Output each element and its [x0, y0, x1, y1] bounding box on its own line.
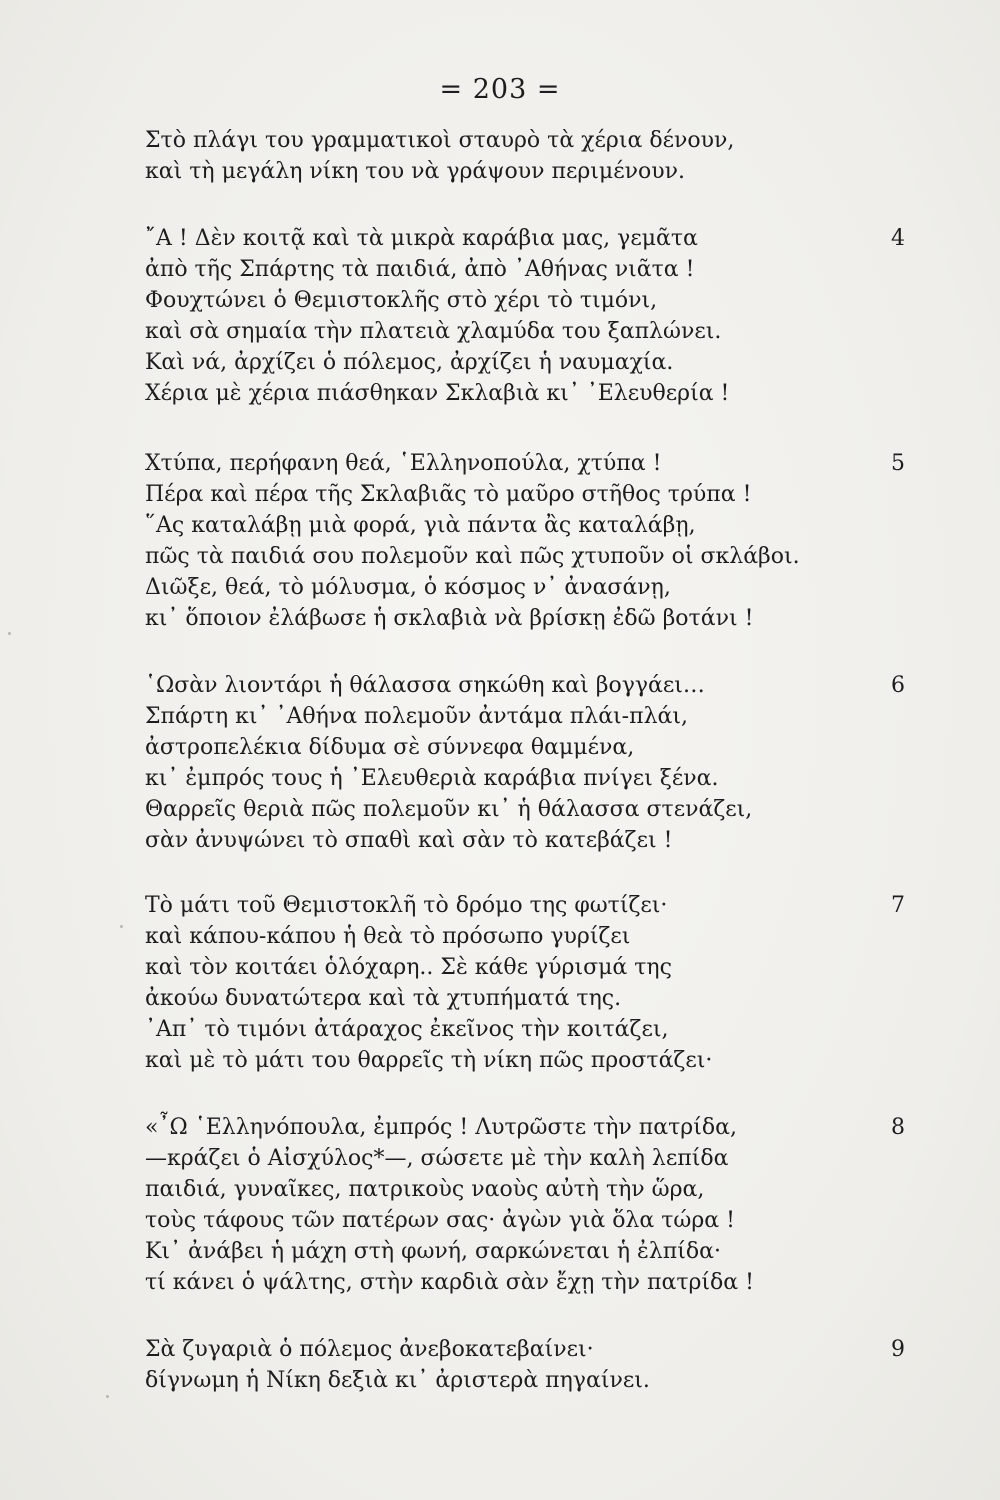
paper-speck [8, 632, 11, 635]
verse-line: παιδιά, γυναῖκες, πατρικοὺς ναοὺς αὐτὴ τὴν ὥρα, [145, 1177, 705, 1202]
stanza-5 [145, 448, 905, 634]
verse-line: καὶ τὸν κοιτάει ὁλόχαρη.. Σὲ κάθε γύρισμά της [145, 955, 672, 980]
verse-line: Θαρρεῖς θεριὰ πῶς πολεμοῦν κι᾽ ἡ θάλασσα στενάζει, [145, 797, 753, 822]
verse-line: Χτύπα, περήφανη θεά, ῾Ελληνοπούλα, χτύπα ! [145, 451, 662, 476]
verse-line: Τὸ μάτι τοῦ Θεμιστοκλῆ τὸ δρόμο της φωτίζει· [145, 893, 668, 918]
verse-line: δίγνωμη ἡ Νίκη δεξιὰ κι᾽ ἀριστερὰ πηγαίνει. [145, 1368, 650, 1393]
verse-line: —κράζει ὁ Αἰσχύλος*—, σώσετε μὲ τὴν καλὴ λεπίδα [145, 1146, 729, 1171]
verse-line: ἀκούω δυνατώτερα καὶ τὰ χτυπήματά της. [145, 986, 622, 1011]
verse-line: πῶς τὰ παιδιά σου πολεμοῦν καὶ πῶς χτυποῦν οἱ σκλάβοι. [145, 544, 800, 569]
stanza-number: 4 [891, 226, 905, 251]
verse-line: καὶ σὰ σημαία τὴν πλατειὰ χλαμύδα του ξαπλώνει. [145, 319, 722, 344]
verse-line: κι᾽ ὅποιον ἐλάβωσε ἡ σκλαβιὰ νὰ βρίσκῃ ἐδῶ βοτάνι ! [145, 606, 754, 631]
verse-line: καὶ κάπου-κάπου ἡ θεὰ τὸ πρόσωπο γυρίζει [145, 924, 631, 949]
stanza-6 [145, 670, 905, 856]
verse-line: ἀστροπελέκια δίδυμα σὲ σύννεφα θαμμένα, [145, 735, 635, 760]
verse-line: κι᾽ ἐμπρός τους ἡ ᾽Ελευθεριὰ καράβια πνίγει ξένα. [145, 766, 719, 791]
verse-line: Φουχτώνει ὁ Θεμιστοκλῆς στὸ χέρι τὸ τιμόνι, [145, 288, 658, 313]
verse-line: ᾽Απ᾽ τὸ τιμόνι ἀτάραχος ἐκεῖνος τὴν κοιτάζει, [145, 1017, 669, 1042]
verse-line: Πέρα καὶ πέρα τῆς Σκλαβιᾶς τὸ μαῦρο στῆθος τρύπα ! [145, 482, 752, 507]
verse-line: καὶ τὴ μεγάλη νίκη του νὰ γράψουν περιμένουν. [145, 159, 685, 184]
verse-line: ῾Ωσὰν λιοντάρι ἡ θάλασσα σηκώθη καὶ βογγάει… [145, 673, 705, 698]
paper-speck [120, 925, 123, 928]
verse-line: Χέρια μὲ χέρια πιάσθηκαν Σκλαβιὰ κι᾽ ᾽Ελευθερία ! [145, 381, 730, 406]
paper-speck [106, 1395, 109, 1398]
verse-line: Σπάρτη κι᾽ ᾽Αθήνα πολεμοῦν ἀντάμα πλάι-πλάι, [145, 704, 688, 729]
stanza-number: 8 [891, 1115, 905, 1140]
verse-line: Σὰ ζυγαριὰ ὁ πόλεμος ἀνεβοκατεβαίνει· [145, 1337, 594, 1362]
verse-line: «῏Ω ῾Ελληνόπουλα, ἐμπρός ! Λυτρῶστε τὴν πατρίδα, [145, 1115, 737, 1140]
verse-line: Καὶ νά, ἀρχίζει ὁ πόλεμος, ἀρχίζει ἡ ναυμαχία. [145, 350, 674, 375]
verse-line: ἀπὸ τῆς Σπάρτης τὰ παιδιά, ἀπὸ ᾽Αθήνας νιᾶτα ! [145, 257, 695, 282]
stanza-number: 6 [891, 673, 905, 698]
stanza-number: 5 [891, 451, 905, 476]
stanza-8 [145, 1112, 905, 1298]
verse-line: τοὺς τάφους τῶν πατέρων σας· ἀγὼν γιὰ ὅλα τώρα ! [145, 1208, 735, 1233]
verse-line: τί κάνει ὁ ψάλτης, στὴν καρδιὰ σὰν ἔχῃ τὴν πατρίδα ! [145, 1270, 754, 1295]
stanza-4 [145, 223, 905, 409]
verse-line: σὰν ἀνυψώνει τὸ σπαθὶ καὶ σὰν τὸ κατεβάζει ! [145, 828, 673, 853]
verse-line: Στὸ πλάγι του γραμματικοὶ σταυρὸ τὰ χέρια δένουν, [145, 128, 735, 153]
verse-line: Κι᾽ ἀνάβει ἡ μάχη στὴ φωνή, σαρκώνεται ἡ ἐλπίδα· [145, 1239, 721, 1264]
verse-line: Διῶξε, θεά, τὸ μόλυσμα, ὁ κόσμος ν᾽ ἀνασάνῃ, [145, 575, 671, 600]
stanza-7 [145, 890, 905, 1076]
verse-line: καὶ μὲ τὸ μάτι του θαρρεῖς τὴ νίκη πῶς προστάζει· [145, 1048, 713, 1073]
verse-line: ῞Ας καταλάβῃ μιὰ φορά, γιὰ πάντα ἂς καταλάβῃ, [145, 513, 696, 538]
stanza-continuation [145, 125, 905, 187]
verse-line: ῎Α ! Δὲν κοιτᾷ καὶ τὰ μικρὰ καράβια μας, γεμᾶτα [145, 226, 698, 251]
stanza-9 [145, 1334, 905, 1396]
stanza-number: 9 [891, 1337, 905, 1362]
stanza-number: 7 [891, 893, 905, 918]
page-number: = 203 = [439, 74, 561, 105]
